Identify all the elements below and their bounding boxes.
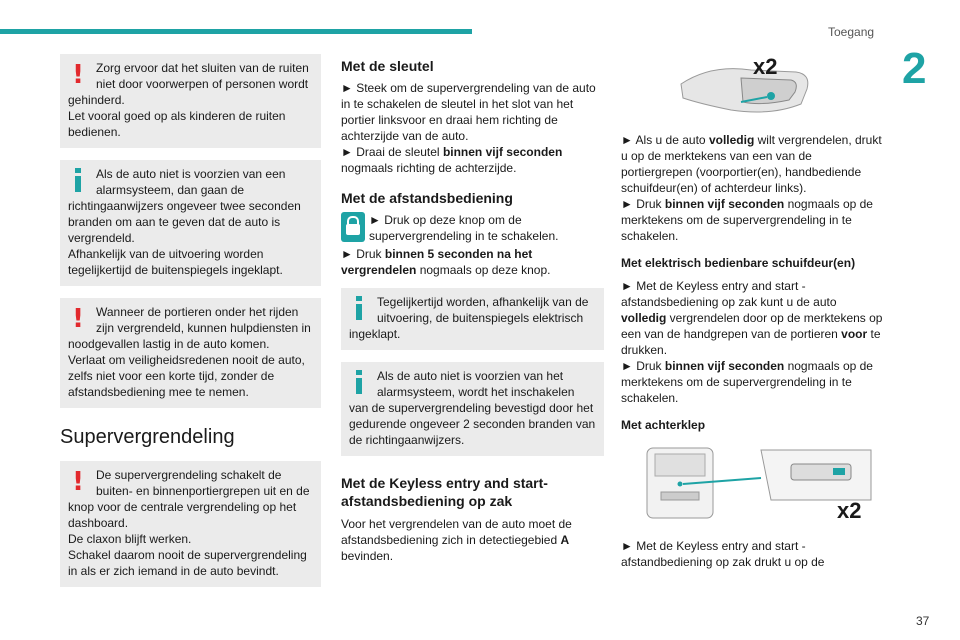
info-icon bbox=[349, 296, 369, 326]
door-handle-drawing bbox=[621, 54, 883, 124]
press-twice-label: x2 bbox=[837, 498, 862, 523]
warning-box bbox=[60, 298, 321, 408]
box-text: Afhankelijk van de uitvoering worden tegelijkertijd de buitenspiegels ingeklapt. bbox=[68, 247, 283, 277]
info-icon bbox=[68, 168, 88, 198]
warning-box bbox=[60, 54, 321, 148]
subheading-key: Met de sleutel bbox=[341, 58, 434, 74]
info-box bbox=[341, 362, 604, 456]
paragraph: ► Druk binnen 5 seconden na het vergrendelen nogmaals op deze knop. bbox=[341, 247, 551, 277]
chapter-number: 2 bbox=[902, 44, 927, 93]
box-text: Verlaat om veiligheidsredenen nooit de auto, zelfs niet voor een korte tijd, zonder de afstandsbediening mee te nemen. bbox=[68, 353, 305, 399]
paragraph: ► Als u de auto volledig wilt vergrendelen, drukt u op de merktekens van een van de portiergrepen (voorportier(en), handbediende schuifdeur(en) of achterdeur links). bbox=[621, 133, 882, 195]
column-right bbox=[621, 54, 883, 570]
box-text: Zorg ervoor dat het sluiten van de ruiten niet door voorwerpen of personen wordt gehinderd. bbox=[68, 61, 309, 107]
warning-icon: ! bbox=[72, 304, 84, 334]
box-text: De claxon blijft werken. bbox=[68, 532, 192, 546]
lock-icon bbox=[341, 212, 365, 242]
warning-box bbox=[60, 461, 321, 587]
subheading-remote: Met de afstandsbediening bbox=[341, 190, 513, 206]
subheading-sliding: Met elektrisch bedienbare schuifdeur(en) bbox=[621, 256, 856, 270]
box-text: Als de auto niet is voorzien van een alarmsysteem, dan gaan de richtingaanwijzers ongeveer twee seconden branden om aan te geven dat de auto is vergrendeld. bbox=[68, 167, 301, 245]
info-box bbox=[341, 288, 604, 350]
box-text: De supervergrendeling schakelt de buiten- en binnenportiergrepen uit en de knop voor de centrale vergrendeling op het dashboard. bbox=[68, 468, 310, 530]
warning-icon: ! bbox=[72, 467, 84, 497]
section-title: Toegang bbox=[828, 25, 875, 39]
box-text: Wanneer de portieren onder het rijden zijn vergrendeld, kunnen hulpdiensten in noodgevallen lastig in de auto komen. bbox=[68, 305, 311, 351]
box-text: Let vooral goed op als kinderen de ruiten bedienen. bbox=[68, 109, 286, 139]
paragraph: ► Druk op deze knop om de supervergrendeling in te schakelen. bbox=[369, 213, 559, 243]
column-left bbox=[60, 54, 321, 599]
subheading-tailgate: Met achterklep bbox=[621, 418, 706, 432]
box-text: Tegelijkertijd worden, afhankelijk van de uitvoering, de buitenspiegels elektrisch ingeklapt. bbox=[349, 295, 589, 341]
remote-instruction bbox=[341, 212, 604, 244]
header-accent-bar bbox=[0, 29, 472, 34]
paragraph: ► Met de Keyless entry and start -afstandbediening op zak drukt u op de bbox=[621, 539, 825, 569]
warning-icon: ! bbox=[72, 60, 84, 90]
box-text: Schakel daarom nooit de supervergrendeling in als er zich iemand in de auto bevindt. bbox=[68, 548, 307, 578]
subheading-keyless: Met de Keyless entry and start-afstandsbediening op zak bbox=[341, 475, 548, 509]
tailgate-illustration bbox=[621, 440, 883, 530]
door-handle-illustration bbox=[621, 54, 883, 124]
box-text: Als de auto niet is voorzien van het alarmsysteem, wordt het inschakelen van de supervergrendeling bevestigd door het gedurende ongeveer 2 seconden branden van de richtingaanwijzers. bbox=[349, 369, 596, 447]
column-middle bbox=[341, 54, 604, 564]
paragraph: ► Steek om de supervergrendeling van de auto in te schakelen de sleutel in het slot van het portier linksvoor en draai hem richting de achterzijde van de auto. bbox=[341, 81, 596, 143]
press-twice-label: x2 bbox=[753, 54, 778, 79]
paragraph: ► Met de Keyless entry and start -afstandsbediening op zak kunt u de auto volledig vergrendelen door op de merktekens op een van de handgrepen van de portieren voor te drukken. bbox=[621, 279, 883, 357]
section-heading: Supervergrendeling bbox=[60, 426, 235, 448]
paragraph: ► Druk binnen vijf seconden nogmaals op de merktekens om de supervergrendeling in te schakelen. bbox=[621, 197, 873, 243]
info-box bbox=[60, 160, 321, 286]
page-number: 37 bbox=[916, 614, 930, 628]
info-icon bbox=[349, 370, 369, 400]
paragraph: ► Draai de sleutel binnen vijf seconden nogmaals richting de achterzijde. bbox=[341, 145, 563, 175]
paragraph: Voor het vergrendelen van de auto moet de afstandsbediening zich in detectiegebied A bevinden. bbox=[341, 517, 572, 563]
paragraph: ► Druk binnen vijf seconden nogmaals op de merktekens om de supervergrendeling in te schakelen. bbox=[621, 359, 873, 405]
